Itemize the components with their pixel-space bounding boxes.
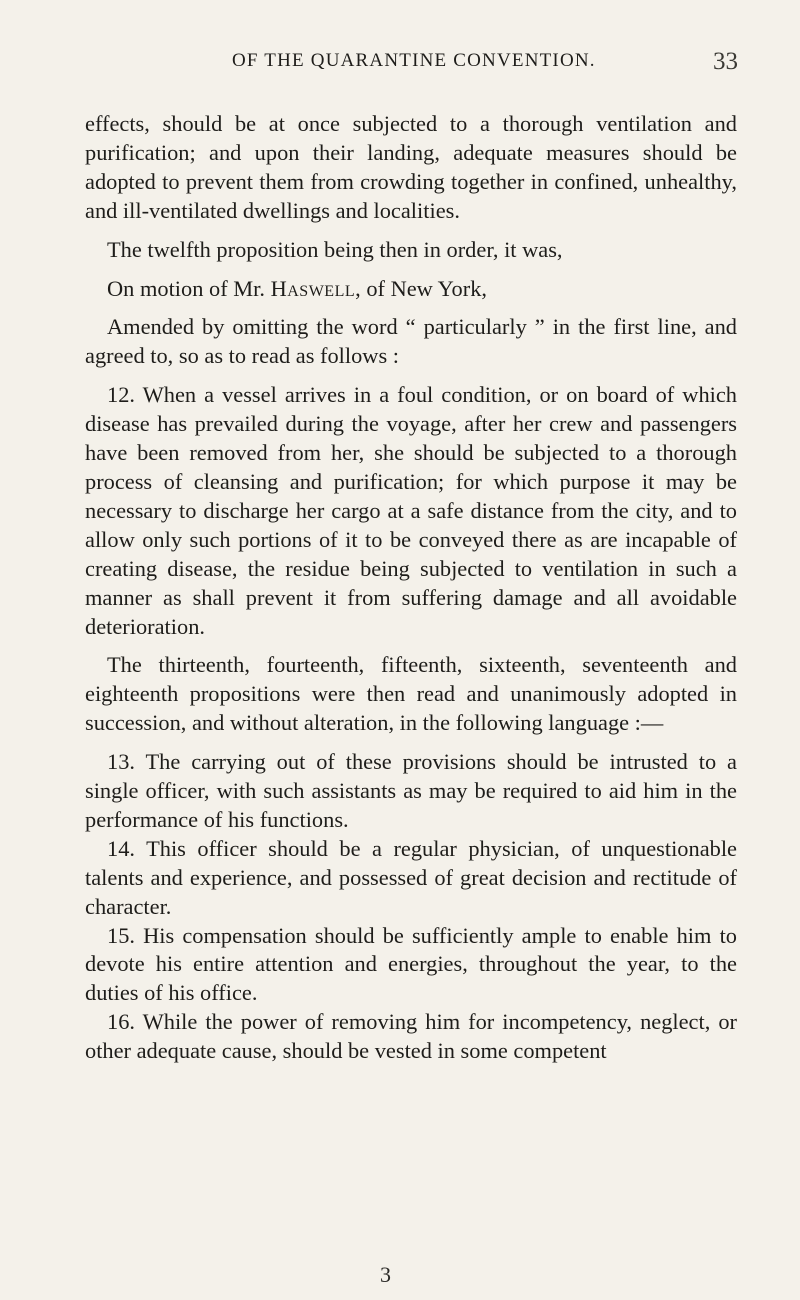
running-head [0, 50, 800, 80]
signature-mark: 3 [380, 1262, 391, 1287]
paragraph-twelfth-proposition: The twelfth proposition being then in order, it was, [107, 236, 563, 262]
running-title: OF THE QUARANTINE CONVENTION. [232, 50, 596, 71]
paragraph-amendment: Amended by omitting the word “ particularly ” in the first line, and agreed to, so as to read as follows : [85, 314, 737, 369]
paragraph-effects: effects, should be at once subjected to a thorough ventilation and purification; and upon their landing, adequate measures should be adopted to prevent them from crowding together in confined, unhealthy, and ill-ventilated dwellings and localities. [85, 111, 737, 223]
proposition-12: 12. When a vessel arrives in a foul condition, or on board of which disease has prevailed during the voyage, after her crew and passengers have been removed from her, she should be subjected to a thorough process of cleansing and purification; for which purpose it may be necessary to discharge her cargo at a safe distance from the city, and to allow only such portions of it to be conveyed there as are incapable of creating disease, the residue being subjected to ventilation in such a manner as shall prevent it from suffering damage and all avoidable deterioration. [85, 382, 737, 639]
motion-name: Haswell [270, 275, 356, 301]
proposition-16: 16. While the power of removing him for incompetency, neglect, or other adequate cause, should be vested in some competent [85, 1009, 737, 1064]
motion-prefix: On motion of Mr. [107, 275, 271, 301]
paragraph-propositions-adopted: The thirteenth, fourteenth, fifteenth, sixteenth, seventeenth and eighteenth propositions were then read and unanimously adopted in succession, and without alteration, in the following language :— [85, 652, 737, 736]
motion-suffix: , of New York, [355, 275, 487, 301]
proposition-13: 13. The carrying out of these provisions should be intrusted to a single officer, with such assistants as may be required to aid him in the performance of his functions. [85, 749, 737, 832]
page-number: 33 [713, 48, 738, 75]
body-text [85, 110, 737, 1066]
proposition-15: 15. His compensation should be sufficiently ample to enable him to devote his entire attention and energies, throughout the year, to the duties of his office. [85, 922, 737, 1006]
paragraph-motion [85, 275, 737, 304]
proposition-14: 14. This officer should be a regular physician, of unquestionable talents and experience, and possessed of great decision and rectitude of character. [85, 835, 737, 919]
